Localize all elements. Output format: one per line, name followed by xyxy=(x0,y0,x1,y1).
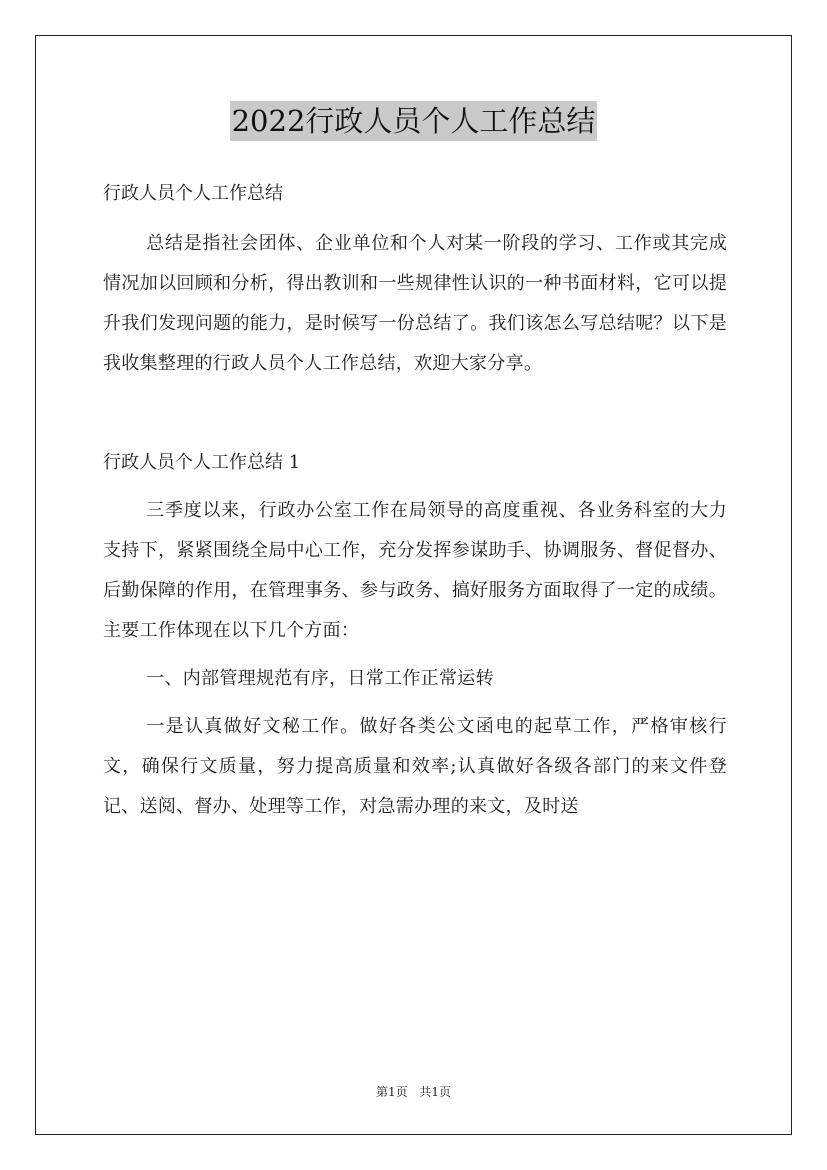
intro-paragraph: 总结是指社会团体、企业单位和个人对某一阶段的学习、工作或其完成情况加以回顾和分析，得出教训和一些规律性认识的一种书面材料，它可以提升我们发现问题的能力，是时候写一份总结了。我们该怎么写总结呢？以下是我收集整理的行政人员个人工作总结，欢迎大家分享。 xyxy=(103,233,727,374)
section-heading: 行政人员个人工作总结 1 xyxy=(103,452,301,473)
section-paragraph: 三季度以来，行政办公室工作在局领导的高度重视、各业务科室的大力支持下，紧紧围绕全局中心工作，充分发挥参谋助手、协调服务、督促督办、后勤保障的作用，在管理事务、参与政务、搞好服务方面取得了一定的成绩。主要工作体现在以下几个方面： xyxy=(103,500,727,641)
intro-heading: 行政人员个人工作总结 xyxy=(103,183,283,204)
page-footer xyxy=(0,1084,827,1100)
document-title: 2022行政人员个人工作总结 xyxy=(230,101,598,141)
subsection-paragraph: 一是认真做好文秘工作。做好各类公文函电的起草工作，严格审核行文，确保行文质量，努力提高质量和效率;认真做好各级各部门的来文件登记、送阅、督办、处理等工作，对急需办理的来文，及时送 xyxy=(103,716,727,817)
title-container xyxy=(0,101,827,141)
page-number-total: 共1页 xyxy=(419,1085,452,1099)
subsection-heading: 一、内部管理规范有序，日常工作正常运转 xyxy=(146,668,494,689)
page-number-current: 第1页 xyxy=(375,1085,408,1099)
document-body xyxy=(103,174,727,827)
